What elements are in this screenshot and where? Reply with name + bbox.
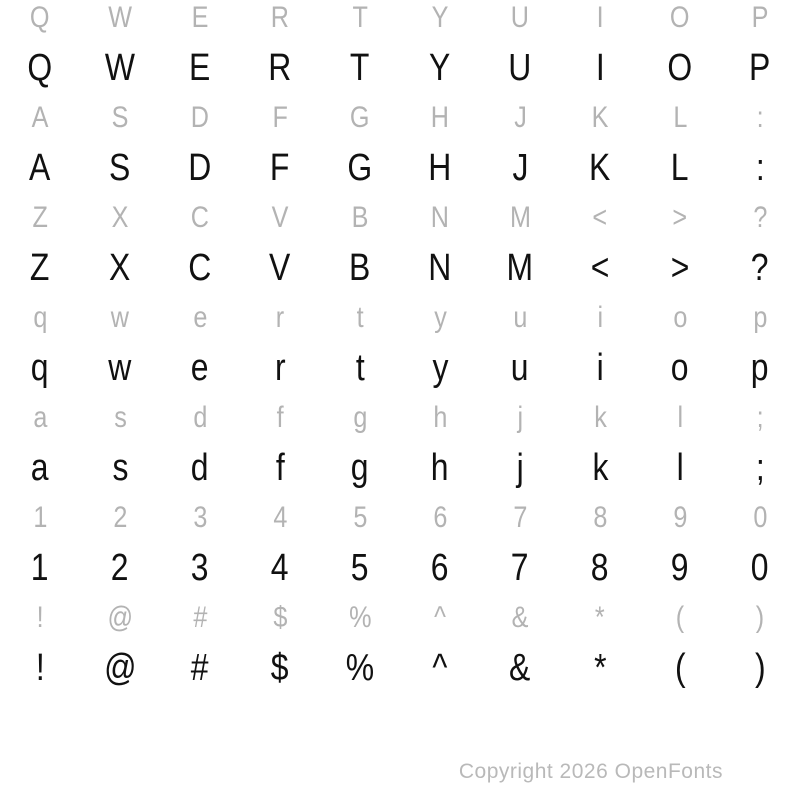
glyph: a — [32, 401, 48, 434]
glyph-cell — [0, 43, 80, 93]
glyph-cell — [320, 643, 400, 693]
glyph-cell — [320, 343, 400, 393]
glyph: 2 — [111, 547, 129, 589]
glyph: w — [108, 347, 132, 389]
glyph-cell — [0, 93, 80, 143]
glyph-cell — [320, 243, 400, 293]
glyph-cell — [0, 0, 80, 43]
glyph: o — [671, 347, 689, 389]
glyph: > — [670, 247, 690, 289]
glyph-cell — [480, 243, 560, 293]
glyph: L — [671, 147, 689, 189]
glyph-cell — [80, 143, 160, 193]
glyph: : — [756, 101, 764, 134]
glyph-cell — [720, 43, 800, 93]
glyph-cell — [640, 593, 720, 643]
glyph-cell — [560, 393, 640, 443]
glyph: M — [509, 201, 531, 234]
glyph: r — [274, 347, 286, 389]
glyph-cell — [400, 93, 480, 143]
glyph: & — [509, 647, 531, 689]
glyph: & — [511, 601, 529, 634]
glyph-cell — [0, 393, 80, 443]
glyph: 9 — [672, 501, 688, 534]
glyph: G — [350, 101, 370, 134]
glyph: U — [508, 47, 532, 89]
glyph-cell — [560, 443, 640, 493]
glyph: M — [506, 247, 534, 289]
glyph-cell — [320, 593, 400, 643]
glyph: G — [347, 147, 373, 189]
glyph-cell — [240, 343, 320, 393]
glyph-cell — [160, 343, 240, 393]
glyph: D — [188, 147, 212, 189]
glyph: ? — [752, 201, 768, 234]
glyph-cell — [0, 543, 80, 593]
glyph: * — [595, 601, 605, 634]
glyph: e — [192, 301, 208, 334]
glyph: l — [676, 447, 684, 489]
glyph: d — [191, 447, 209, 489]
glyph-cell — [480, 293, 560, 343]
glyph: K — [591, 101, 609, 134]
glyph-cell — [640, 443, 720, 493]
glyph-cell — [160, 143, 240, 193]
glyph-cell — [320, 393, 400, 443]
glyph-cell — [0, 143, 80, 193]
glyph: d — [192, 401, 208, 434]
glyph-cell — [160, 593, 240, 643]
glyph: B — [349, 247, 371, 289]
glyph-cell — [160, 393, 240, 443]
glyph-cell — [160, 93, 240, 143]
glyph: a — [31, 447, 49, 489]
glyph: j — [516, 447, 524, 489]
glyph: o — [672, 301, 688, 334]
glyph: Q — [27, 47, 53, 89]
glyph: e — [191, 347, 209, 389]
glyph: r — [275, 301, 285, 334]
glyph: : — [755, 147, 765, 189]
glyph: * — [593, 647, 607, 689]
glyph: I — [596, 1, 604, 34]
glyph-row-uppercase-qwerty-muted — [0, 0, 800, 43]
glyph-cell — [640, 343, 720, 393]
glyph: u — [512, 301, 528, 334]
glyph-row-lowercase-qwerty-ink — [0, 343, 800, 393]
glyph-cell — [640, 143, 720, 193]
glyph: H — [428, 147, 452, 189]
glyph: $ — [272, 601, 288, 634]
glyph-cell — [320, 143, 400, 193]
glyph: U — [510, 1, 530, 34]
glyph: 4 — [272, 501, 288, 534]
glyph-cell — [80, 493, 160, 543]
glyph-cell — [480, 593, 560, 643]
glyph-cell — [0, 593, 80, 643]
glyph-cell — [80, 43, 160, 93]
glyph: ( — [675, 601, 685, 634]
glyph-cell — [240, 493, 320, 543]
glyph-row-uppercase-qwerty-ink — [0, 43, 800, 93]
glyph: Z — [30, 247, 50, 289]
glyph: S — [109, 147, 131, 189]
glyph-cell — [560, 43, 640, 93]
glyph-cell — [400, 543, 480, 593]
glyph: g — [351, 447, 369, 489]
glyph-cell — [160, 243, 240, 293]
glyph-cell — [560, 193, 640, 243]
glyph: Z — [32, 201, 48, 234]
glyph: Y — [431, 1, 449, 34]
glyph-cell — [320, 293, 400, 343]
glyph: 1 — [31, 547, 49, 589]
glyph-cell — [560, 0, 640, 43]
glyph: 5 — [351, 547, 369, 589]
glyph-cell — [240, 593, 320, 643]
glyph: ( — [674, 647, 686, 689]
glyph-cell — [720, 643, 800, 693]
glyph-row-lowercase-asdf-muted — [0, 393, 800, 443]
glyph: g — [352, 401, 368, 434]
glyph-cell — [720, 143, 800, 193]
glyph: h — [432, 401, 448, 434]
glyph: u — [511, 347, 529, 389]
glyph-row-uppercase-zxcv-muted — [0, 193, 800, 243]
glyph: J — [512, 147, 528, 189]
glyph: # — [192, 601, 208, 634]
glyph-cell — [160, 193, 240, 243]
glyph-cell — [160, 493, 240, 543]
glyph-cell — [240, 143, 320, 193]
glyph: i — [596, 347, 604, 389]
glyph-cell — [720, 0, 800, 43]
glyph: 1 — [32, 501, 48, 534]
glyph-cell — [400, 593, 480, 643]
glyph: X — [109, 247, 131, 289]
glyph: 7 — [511, 547, 529, 589]
glyph: ) — [754, 647, 766, 689]
glyph: F — [270, 147, 290, 189]
glyph-cell — [160, 43, 240, 93]
glyph: P — [751, 1, 769, 34]
glyph-cell — [480, 0, 560, 43]
glyph-cell — [720, 343, 800, 393]
glyph: l — [677, 401, 683, 434]
glyph-cell — [320, 0, 400, 43]
glyph-cell — [240, 243, 320, 293]
glyph-cell — [80, 593, 160, 643]
glyph-cell — [240, 543, 320, 593]
glyph-cell — [240, 293, 320, 343]
glyph: T — [350, 47, 370, 89]
glyph: f — [275, 447, 285, 489]
glyph: ^ — [434, 601, 446, 634]
glyph: # — [191, 647, 209, 689]
glyph-cell — [240, 443, 320, 493]
glyph-cell — [720, 293, 800, 343]
glyph-cell — [320, 193, 400, 243]
glyph-cell — [80, 193, 160, 243]
glyph: N — [430, 201, 450, 234]
glyph: W — [104, 47, 136, 89]
glyph-cell — [80, 0, 160, 43]
glyph-cell — [480, 193, 560, 243]
glyph: ? — [751, 247, 769, 289]
glyph-cell — [80, 293, 160, 343]
glyph: 6 — [431, 547, 449, 589]
glyph-cell — [0, 193, 80, 243]
glyph-cell — [400, 143, 480, 193]
glyph-cell — [640, 643, 720, 693]
glyph: Y — [429, 47, 451, 89]
glyph: F — [272, 101, 288, 134]
glyph: R — [268, 47, 292, 89]
glyph: V — [271, 201, 289, 234]
glyph-cell — [400, 43, 480, 93]
glyph: p — [752, 301, 768, 334]
glyph: H — [430, 101, 450, 134]
glyph: f — [276, 401, 284, 434]
glyph-cell — [640, 243, 720, 293]
glyph: W — [108, 1, 132, 34]
glyph: T — [352, 1, 368, 34]
glyph: s — [112, 447, 128, 489]
glyph-cell — [0, 243, 80, 293]
glyph: C — [190, 201, 210, 234]
glyph-cell — [480, 93, 560, 143]
glyph-cell — [560, 93, 640, 143]
glyph: $ — [271, 647, 289, 689]
glyph: k — [592, 447, 608, 489]
glyph-cell — [400, 193, 480, 243]
glyph: t — [355, 347, 365, 389]
glyph: ^ — [432, 647, 448, 689]
glyph-cell — [720, 243, 800, 293]
glyph-cell — [240, 193, 320, 243]
glyph-row-lowercase-asdf-ink — [0, 443, 800, 493]
glyph-cell — [480, 393, 560, 443]
glyph-cell — [560, 593, 640, 643]
glyph: A — [31, 101, 49, 134]
glyph: k — [593, 401, 607, 434]
glyph: 0 — [751, 547, 769, 589]
glyph-cell — [160, 0, 240, 43]
glyph: 6 — [432, 501, 448, 534]
glyph: p — [751, 347, 769, 389]
glyph-cell — [80, 93, 160, 143]
glyph-cell — [480, 343, 560, 393]
glyph-cell — [720, 193, 800, 243]
glyph: I — [595, 47, 605, 89]
glyph: t — [356, 301, 364, 334]
glyph: E — [189, 47, 211, 89]
glyph: i — [597, 301, 603, 334]
glyph: % — [348, 601, 372, 634]
glyph-row-digits-ink — [0, 543, 800, 593]
glyph-cell — [160, 443, 240, 493]
glyph-cell — [640, 0, 720, 43]
glyph-cell — [240, 93, 320, 143]
glyph: D — [190, 101, 210, 134]
glyph: h — [431, 447, 449, 489]
glyph-cell — [560, 243, 640, 293]
glyph: 4 — [271, 547, 289, 589]
glyph-cell — [400, 443, 480, 493]
copyright-text: Copyright 2026 OpenFonts — [458, 760, 723, 783]
glyph-cell — [720, 543, 800, 593]
glyph-row-lowercase-qwerty-muted — [0, 293, 800, 343]
glyph: j — [517, 401, 523, 434]
glyph: 3 — [192, 501, 208, 534]
glyph: 5 — [352, 501, 368, 534]
glyph-cell — [640, 543, 720, 593]
glyph-cell — [480, 43, 560, 93]
glyph-cell — [160, 643, 240, 693]
glyph-cell — [320, 543, 400, 593]
glyph-cell — [720, 393, 800, 443]
glyph-cell — [160, 543, 240, 593]
glyph-cell — [0, 643, 80, 693]
glyph-cell — [80, 643, 160, 693]
glyph-cell — [0, 293, 80, 343]
glyph: 8 — [591, 547, 609, 589]
glyph: R — [270, 1, 290, 34]
glyph: @ — [107, 601, 133, 634]
glyph-cell — [480, 543, 560, 593]
glyph: q — [31, 347, 49, 389]
glyph-cell — [720, 93, 800, 143]
glyph: y — [432, 347, 448, 389]
glyph: C — [188, 247, 212, 289]
glyph-cell — [400, 0, 480, 43]
glyph-cell — [640, 93, 720, 143]
glyph-cell — [640, 193, 720, 243]
glyph-cell — [560, 543, 640, 593]
glyph-cell — [560, 293, 640, 343]
glyph-cell — [160, 293, 240, 343]
glyph-cell — [0, 443, 80, 493]
glyph: A — [29, 147, 51, 189]
glyph: 7 — [512, 501, 528, 534]
glyph-cell — [400, 643, 480, 693]
glyph-cell — [480, 493, 560, 543]
glyph-cell — [240, 43, 320, 93]
glyph-cell — [80, 343, 160, 393]
glyph-cell — [720, 493, 800, 543]
glyph-cell — [480, 443, 560, 493]
glyph-row-symbols-muted — [0, 593, 800, 643]
glyph-cell — [240, 0, 320, 43]
glyph-cell — [320, 493, 400, 543]
glyph-cell — [480, 143, 560, 193]
glyph-cell — [560, 643, 640, 693]
glyph: 8 — [592, 501, 608, 534]
glyph-cell — [320, 93, 400, 143]
glyph: V — [269, 247, 291, 289]
glyph-cell — [240, 643, 320, 693]
glyph: L — [672, 101, 688, 134]
glyph: P — [749, 47, 771, 89]
glyph: 0 — [752, 501, 768, 534]
glyph: y — [433, 301, 447, 334]
glyph-cell — [640, 43, 720, 93]
glyph: < — [590, 247, 610, 289]
glyph: w — [110, 301, 130, 334]
glyph: ; — [755, 447, 765, 489]
glyph-cell — [400, 343, 480, 393]
glyph-cell — [720, 593, 800, 643]
glyph: ! — [36, 601, 44, 634]
glyph-cell — [400, 493, 480, 543]
glyph-row-symbols-ink — [0, 643, 800, 693]
glyph: B — [351, 201, 369, 234]
glyph-row-digits-muted — [0, 493, 800, 543]
glyph: 9 — [671, 547, 689, 589]
glyph: ! — [35, 647, 45, 689]
glyph-cell — [400, 243, 480, 293]
glyph-cell — [80, 393, 160, 443]
glyph: N — [428, 247, 452, 289]
glyph-cell — [320, 443, 400, 493]
glyph-row-uppercase-asdf-ink — [0, 143, 800, 193]
glyph: J — [513, 101, 527, 134]
glyph: 3 — [191, 547, 209, 589]
glyph-cell — [640, 493, 720, 543]
glyph: ; — [756, 401, 764, 434]
glyph-cell — [80, 243, 160, 293]
glyph: X — [111, 201, 129, 234]
glyph-cell — [640, 393, 720, 443]
glyph: @ — [103, 647, 137, 689]
glyph-cell — [0, 343, 80, 393]
glyph: O — [670, 1, 690, 34]
glyph: s — [113, 401, 127, 434]
glyph-cell — [720, 443, 800, 493]
glyph-cell — [80, 443, 160, 493]
glyph-cell — [80, 543, 160, 593]
glyph-cell — [400, 293, 480, 343]
glyph: O — [667, 47, 693, 89]
glyph-cell — [320, 43, 400, 93]
glyph: 2 — [112, 501, 128, 534]
glyph-cell — [400, 393, 480, 443]
glyph-cell — [560, 143, 640, 193]
glyph: q — [32, 301, 48, 334]
glyph: S — [111, 101, 129, 134]
glyph-cell — [240, 393, 320, 443]
glyph: ) — [755, 601, 765, 634]
glyph-cell — [480, 643, 560, 693]
glyph: Q — [30, 1, 50, 34]
glyph: > — [672, 201, 688, 234]
glyph: < — [592, 201, 608, 234]
glyph-row-uppercase-zxcv-ink — [0, 243, 800, 293]
glyph: K — [589, 147, 611, 189]
glyph: % — [345, 647, 375, 689]
glyph-cell — [560, 343, 640, 393]
glyph-cell — [0, 493, 80, 543]
glyph-row-uppercase-asdf-muted — [0, 93, 800, 143]
glyph-cell — [560, 493, 640, 543]
glyph: E — [191, 1, 209, 34]
glyph-cell — [640, 293, 720, 343]
